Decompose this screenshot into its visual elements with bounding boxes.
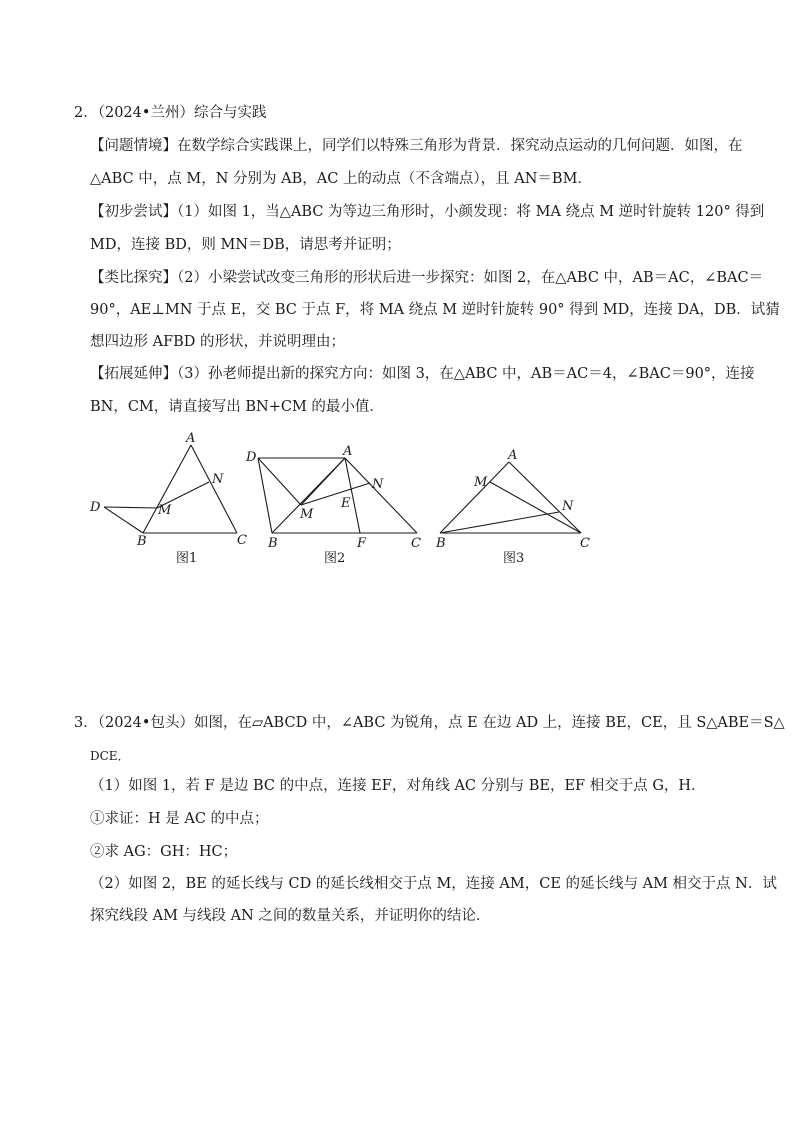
fig1-segment-db <box>104 507 143 533</box>
fig2-label-b: B <box>268 536 278 551</box>
figure-1 <box>89 431 247 566</box>
problem-3-number: 3 <box>74 715 84 731</box>
fig1-label-a: A <box>186 431 196 446</box>
fig1-label-n: N <box>212 472 224 487</box>
problem-2-line-9: BN，CM，请直接写出 BN+CM 的最小值． <box>90 399 384 415</box>
fig3-label-n: N <box>562 499 574 514</box>
fig3-label-a: A <box>508 448 518 463</box>
fig3-label-m: M <box>474 475 488 490</box>
problem-2-number: 2 <box>74 105 84 121</box>
problem-2-line-5: 【类比探究】（2）小梁尝试改变三角形的形状后进一步探究：如图 2，在△ABC 中，AB＝AC，∠BAC＝ <box>90 270 764 286</box>
figure-2 <box>245 444 421 566</box>
fig2-label-a: A <box>343 444 353 459</box>
problem-2-line-1: 【问题情境】在数学综合实践课上，同学们以特殊三角形为背景．探究动点运动的几何问题．如图，在 <box>90 138 743 154</box>
problem-3-line-2: ①求证：H 是 AC 的中点； <box>90 811 269 827</box>
fig2-side-ac <box>345 458 417 533</box>
problem-2-line-6: 90°，AE⊥MN 于点 E，交 BC 于点 F，将 MA 绕点 M 逆时针旋转 90° 得到 MD，连接 DA，DB．试猜 <box>90 302 780 318</box>
fig1-label-d: D <box>90 500 101 515</box>
problem-3-line-4: （2）如图 2，BE 的延长线与 CD 的延长线相交于点 M，连接 AM，CE 的延长线与 AM 相交于点 N．试 <box>90 876 777 892</box>
problem-3-line-3: ②求 AG：GH：HC； <box>90 844 238 860</box>
fig2-label-e: E <box>341 496 351 511</box>
fig3-side-ac <box>509 462 581 533</box>
fig2-label-c: C <box>411 536 421 551</box>
problem-3-heading <box>74 713 785 733</box>
problem-2-line-2: △ABC 中，点 M，N 分别为 AB，AC 上的动点（不含端点），且 AN＝BM． <box>90 171 592 187</box>
problem-2-heading <box>74 103 266 123</box>
problem-2-figures <box>0 425 794 575</box>
fig3-label-c: C <box>580 536 590 551</box>
figure-3 <box>435 448 590 566</box>
problem-2-source: ．（2024•兰州）综合与实践 <box>83 105 267 121</box>
fig1-caption: 图1 <box>176 551 198 566</box>
problem-2-line-8: 【拓展延伸】（3）孙老师提出新的探究方向：如图 3，在△ABC 中，AB＝AC＝4，∠BAC＝90°，连接 <box>90 366 755 382</box>
fig2-segment-db <box>258 458 272 533</box>
fig2-segment-dm <box>258 458 301 505</box>
fig1-segment-dm <box>104 507 157 508</box>
fig1-side-ac <box>191 445 237 533</box>
problem-2-line-4: MD，连接 BD，则 MN＝DB，请思考并证明； <box>90 237 401 253</box>
problem-3-source: ．（2024•包头）如图，在▱ABCD 中，∠ABC 为锐角，点 E 在边 AD 上，连接 BE，CE，且 S△ABE＝S△ <box>83 715 785 731</box>
problem-3-heading-cont: DCE． <box>90 749 130 763</box>
fig2-label-d: D <box>246 450 257 465</box>
fig1-label-c: C <box>237 533 247 548</box>
problem-2-line-3: 【初步尝试】（1）如图 1，当△ABC 为等边三角形时，小颜发现：将 MA 绕点 M 逆时针旋转 120° 得到 <box>90 204 765 220</box>
problem-3-line-1: （1）如图 1，若 F 是边 BC 的中点，连接 EF，对角线 AC 分别与 BE，EF 相交于点 G，H． <box>90 778 706 794</box>
fig1-side-ab <box>143 445 191 533</box>
problem-3-line-5: 探究线段 AM 与线段 AN 之间的数量关系，并证明你的结论． <box>90 908 491 924</box>
fig2-label-m: M <box>300 507 314 522</box>
fig2-label-f: F <box>357 536 367 551</box>
fig3-caption: 图3 <box>503 551 525 566</box>
fig3-label-b: B <box>436 536 446 551</box>
problem-2-line-7: 想四边形 AFBD 的形状，并说明理由； <box>90 334 346 350</box>
fig1-label-m: M <box>158 503 172 518</box>
fig1-label-b: B <box>137 534 147 549</box>
fig2-label-n: N <box>372 477 384 492</box>
fig2-caption: 图2 <box>324 551 346 566</box>
